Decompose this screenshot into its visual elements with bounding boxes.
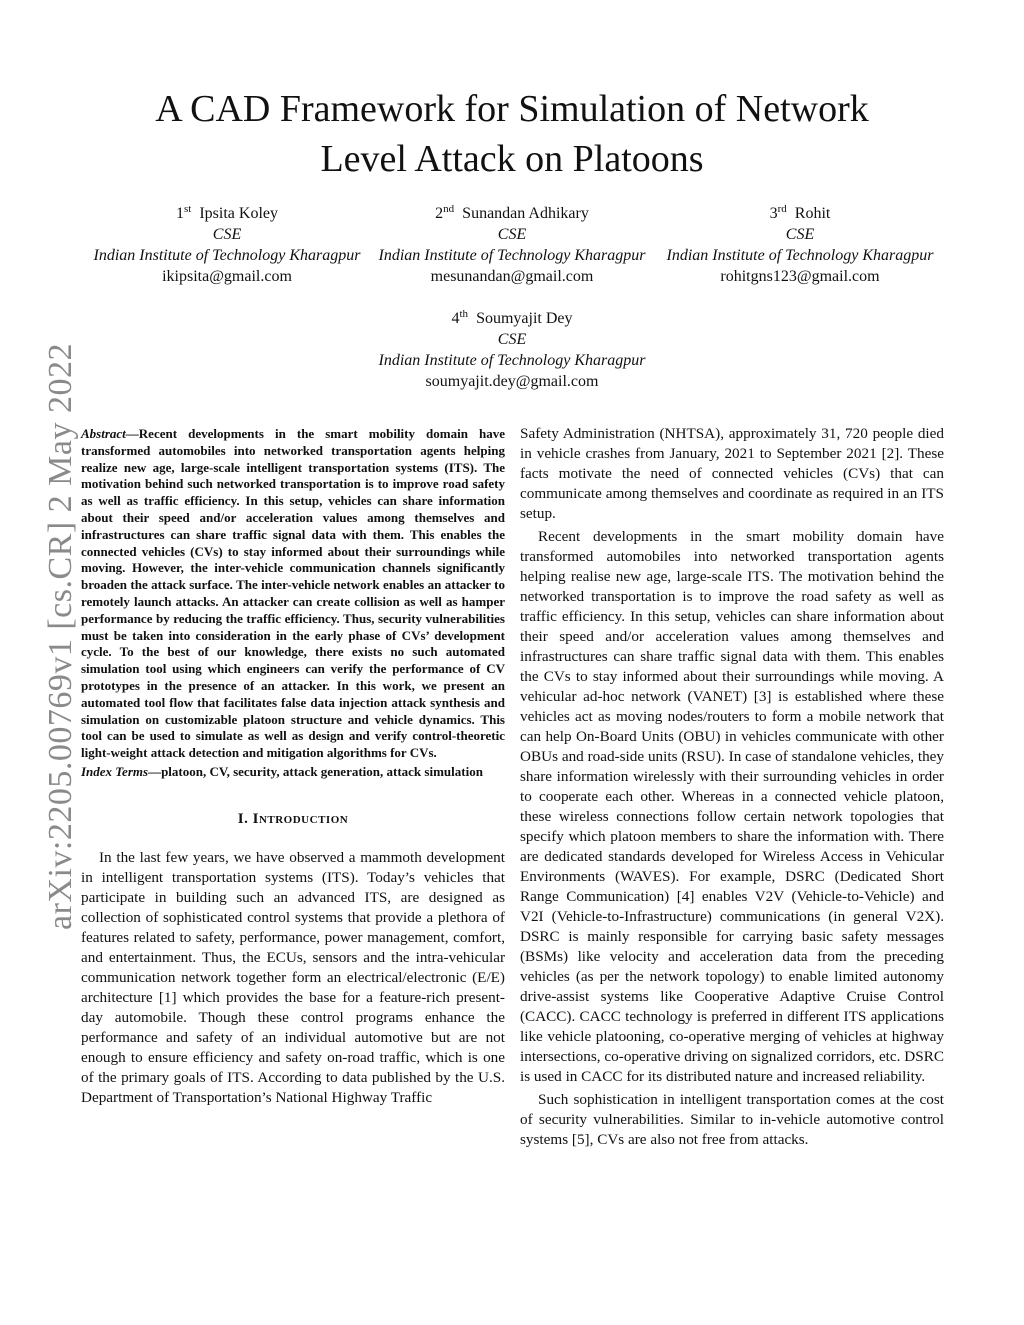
abstract — [81, 426, 505, 762]
author-email: mesunandan@gmail.com — [430, 268, 594, 285]
abstract-text: —Recent developments in the smart mobility domain have transformed automobiles into networked transportation agents helping realize new age, large-scale intelligent transportation systems (ITS). The motivation behind such networked transportation is to improve road safety as well as traffic efficiency. In this setup, vehicles can share information about their speed and/or acceleration values among themselves and infrastructures can share traffic signal data with them. This enables the connected vehicles (CVs) to stay informed about their surroundings while moving. However, the inter-vehicle communication channels significantly broaden the attack surface. The inter-vehicle network enables an attacker to remotely launch attacks. An attacker can create collision as well as hamper performance by reducing the traffic efficiency. Thus, security vulnerabilities must be taken into consideration in the early phase of CVs’ development cycle. To the best of our knowledge, there exists no such automated simulation tool using which engineers can verify the performance of CV prototypes in the presence of an attacker. In this work, we present an automated tool flow that facilitates false data injection attack synthesis and simulation on customizable platoon structure and vehicle dynamics. This tool can be used to simulate as well as design and verify control-theoretic light-weight attack detection and mitigation algorithms for CVs. — [81, 426, 505, 761]
left-column — [81, 426, 505, 1108]
author-name: 4th Soumyajit Dey — [451, 308, 573, 327]
author-institution: Indian Institute of Technology Kharagpur — [378, 247, 646, 264]
author-dept: CSE — [497, 331, 527, 348]
right-column — [520, 424, 944, 1150]
author-name: 1st Ipsita Koley — [176, 203, 278, 222]
intro-paragraph: In the last few years, we have observed a mammoth development in intelligent transportation systems (ITS). Today’s vehicles that participate in building such an advanced ITS, are designed as collection of sophisticated control systems that provide a plethora of features related to safety, performance, power management, comfort, and entertainment. Thus, the ECUs, sensors and the intra-vehicular communication network together form an electrical/electronic (E/E) architecture [1] which provides the base for a feature-rich present-day automobile. Though these control programs enhance the performance and safety of an individual automotive but are not enough to ensure efficiency and safety on-road traffic, which is one of the primary goals of ITS. According to data published by the U.S. Department of Transportation’s National Highway Traffic — [81, 848, 505, 1106]
author-institution: Indian Institute of Technology Kharagpur — [378, 352, 646, 369]
title-line-2: Level Attack on Platoons — [320, 138, 704, 180]
author-email: ikipsita@gmail.com — [162, 268, 292, 285]
abstract-label: Abstract — [81, 426, 126, 441]
author-institution: Indian Institute of Technology Kharagpur — [666, 247, 934, 264]
author-email: soumyajit.dey@gmail.com — [425, 373, 599, 390]
body-paragraph: Recent developments in the smart mobility domain have transformed automobiles into networked transportation agents helping realise new age, large-scale ITS. The motivation behind the networked transportation is to improve the road safety as well as traffic efficiency. In this setup, vehicles can share information about their speed and/or acceleration values among themselves and infrastructures can share traffic signal data with them. This enables the CVs to stay informed about their surroundings while moving. A vehicular ad-hoc network (VANET) [3] is established where these vehicles act as moving nodes/routers to form a mobile network that can help On-Board Units (OBU) in vehicles communicate with other OBUs and road-side units (RSU). In case of standalone vehicles, they share information wirelessly with their surrounding vehicles in order to cooperate each other. Whereas in a connected vehicle platoon, these wireless connections follow certain network topologies that specify which platoon members to share the information with. There are dedicated standards developed for Wireless Access in Vehicular Environments (WAVES). For example, DSRC (Dedicated Short Range Communication) [4] enables V2V (Vehicle-to-Vehicle) and V2I (Vehicle-to-Infrastructure) communications (in general V2X). DSRC is mainly responsible for carrying basic safety messages (BSMs) like velocity and acceleration data from the preceding vehicles (as per the network topology) to enable limited autonomy drive-assist systems like Cooperative Adaptive Cruise Control (CACC). CACC technology is preferred in different ITS applications like vehicle platooning, co-operative merging of vehicles at highway intersections, co-operative driving on signalized corridors, etc. DSRC is used in CACC for its distributed nature and increased reliability. — [520, 528, 944, 1085]
author-name: 2nd Sunandan Adhikary — [435, 203, 589, 222]
paper-title — [60, 84, 964, 184]
author-dept: CSE — [497, 226, 527, 243]
arxiv-identifier: arXiv:2205.00769v1 [cs.CR] 2 May 2022 — [42, 342, 79, 930]
title-line-1: A CAD Framework for Simulation of Network — [155, 88, 869, 130]
body-paragraph: Safety Administration (NHTSA), approximately 31, 720 people died in vehicle crashes from January, 2021 to September 2021 [2]. These facts motivate the need of connected vehicles (CVs) that can communicate among themselves and coordinate as required in an ITS setup. — [520, 425, 944, 522]
index-terms — [81, 764, 505, 781]
author-block-4 — [362, 308, 662, 392]
author-institution: Indian Institute of Technology Kharagpur — [93, 247, 361, 264]
author-dept: CSE — [212, 226, 242, 243]
index-terms-label: Index Terms — [81, 763, 149, 779]
author-dept: CSE — [785, 226, 815, 243]
body-paragraph: Such sophistication in intelligent transportation comes at the cost of security vulnerabilities. Similar to in-vehicle automotive control systems [5], CVs are also not free from attacks. — [520, 1091, 944, 1148]
author-email: rohitgns123@gmail.com — [720, 268, 880, 285]
author-name: 3rd Rohit — [769, 203, 831, 222]
author-block-3 — [650, 203, 950, 287]
section-heading-introduction: I. Introduction — [237, 810, 349, 827]
index-terms-text: —platoon, CV, security, attack generation, attack simulation — [148, 763, 483, 779]
